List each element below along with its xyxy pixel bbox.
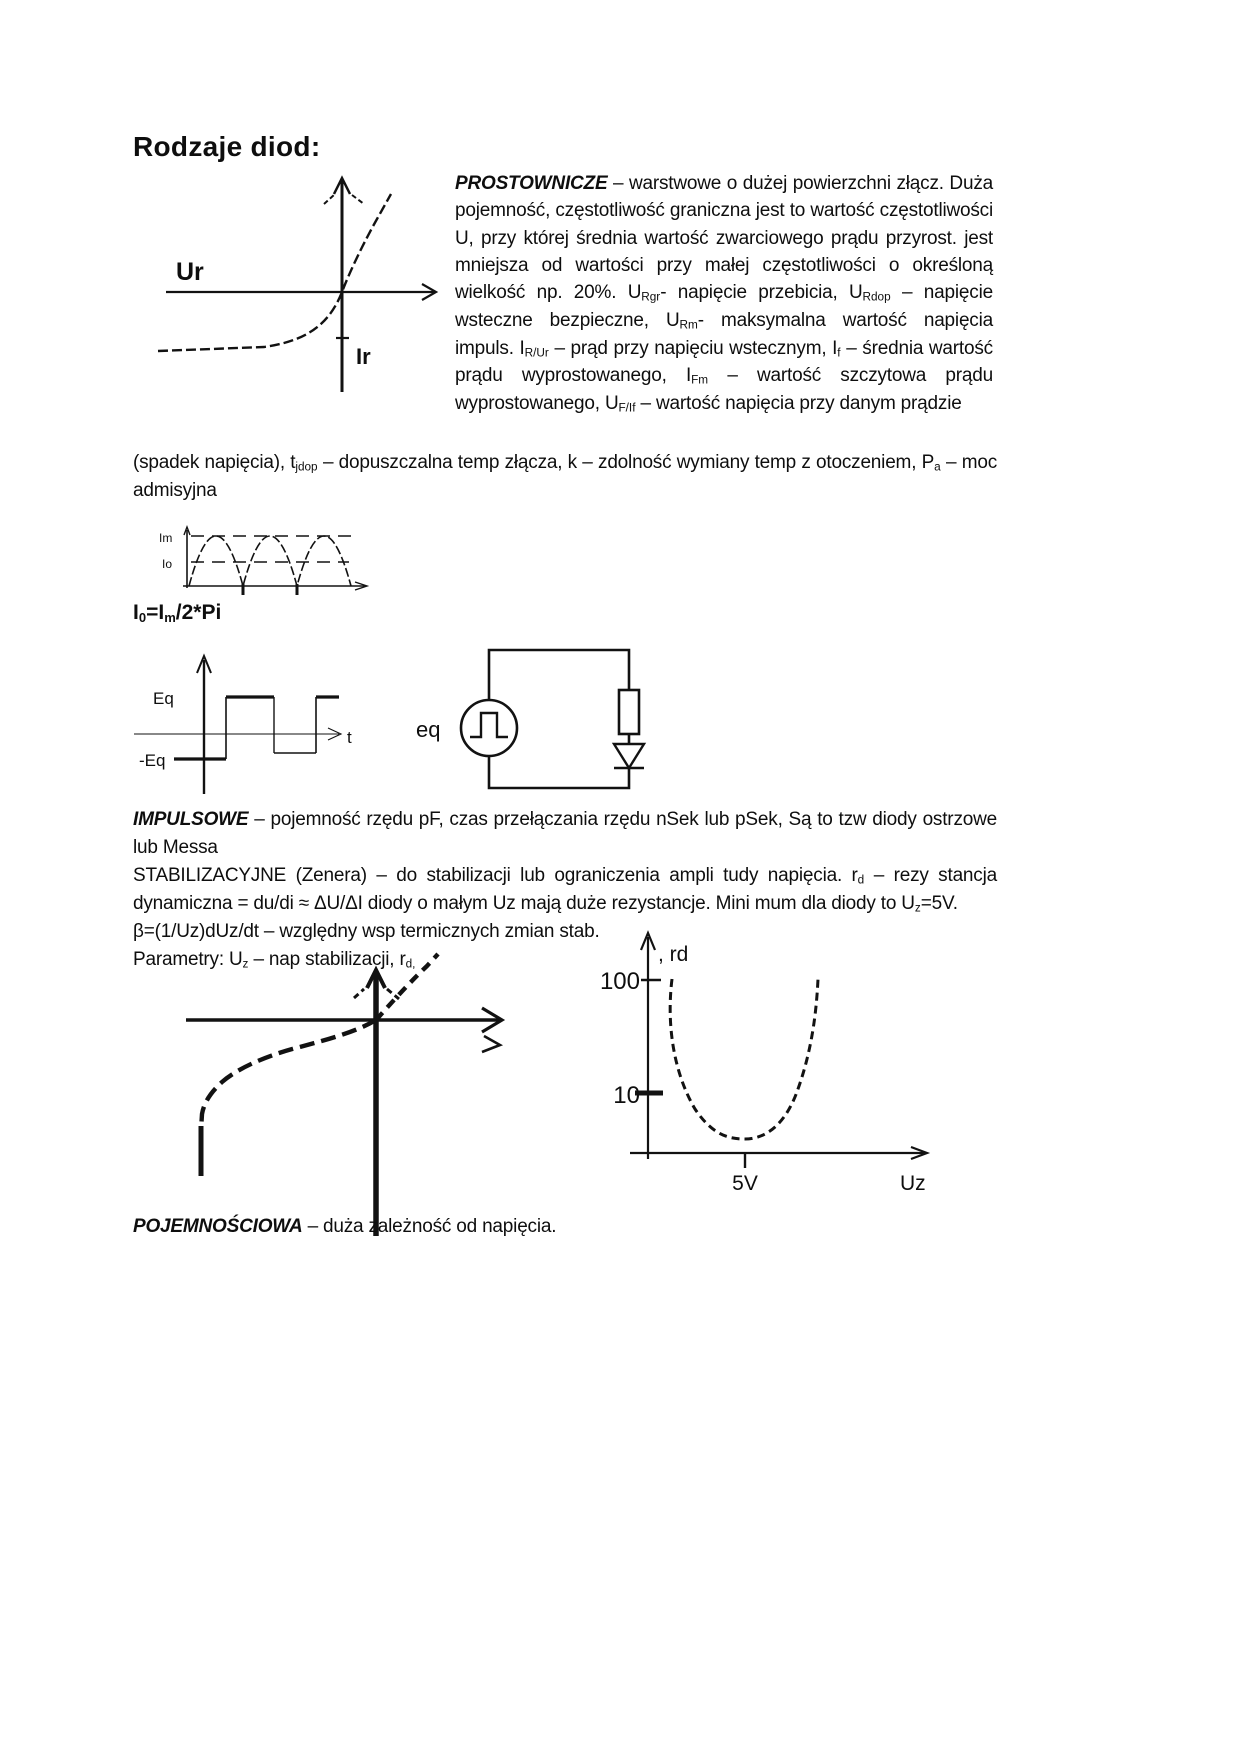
rd-u-curve <box>670 979 818 1139</box>
zener-axes <box>186 970 502 1236</box>
pulse-circuit-figure <box>392 640 657 800</box>
diode-iv-axes <box>166 178 436 392</box>
rd-axis-label: , rd <box>658 943 689 966</box>
circuit-wires <box>489 650 629 788</box>
impulse-paragraph <box>133 806 997 862</box>
rectifier-continuation-text: (spadek napięcia), $t_{jdop}$ – dopuszczalna temp złącza, k – zdolność wymiany temp z otoczeniem, $P_a$ – moc admisyjna <box>133 452 997 501</box>
pulse-glyph <box>470 713 508 737</box>
average-current-label: Io <box>162 557 173 571</box>
square-wave-trace <box>174 697 339 759</box>
page-title: Rodzaje diod: <box>133 131 321 162</box>
reverse-voltage-label: Ur <box>176 258 204 286</box>
impulse-lead: IMPULSOWE <box>133 809 249 830</box>
time-axis-label: t <box>347 728 352 747</box>
negative-level-label: -Eq <box>139 751 166 770</box>
pulse-source-symbol <box>461 700 517 756</box>
rectifier-continuation <box>133 449 997 504</box>
peak-current-label: Im <box>159 531 173 545</box>
diode-symbol <box>614 744 644 768</box>
zener-lead: STABILIZACYJNE (Zenera) <box>133 864 367 886</box>
tick-label-10: 10 <box>613 1082 640 1109</box>
resistor-symbol <box>619 690 639 734</box>
uz-axis-label: Uz <box>900 1172 926 1195</box>
tick-label-5v: 5V <box>732 1172 758 1195</box>
reverse-current-label: Ir <box>356 344 371 369</box>
capacitive-caption <box>133 1216 556 1238</box>
rectified-wave-figure <box>143 522 378 598</box>
half-sine-humps <box>189 536 351 586</box>
diode-iv-characteristic-figure <box>146 168 446 398</box>
zener-body: – do stabilizacji lub ograniczenia ampli tudy napięcia. $r_d$ – rezy stancja dynamiczna = du/di ≈ ΔU/ΔI diody o małym Uz mają duże rezystancje. Mini mum dla diody to $U_z=5V$. <box>133 864 997 915</box>
rectifier-body: – warstwowe o dużej powierzchni złącz. Duża pojemność, częstotliwość graniczna jest to wartość częstotliwości U, przy której średnia wartość zwarciowego prądu przyrost. jest mniejsza od wartości przy małej częstotliwości o określoną wielkość np. 20%. $U_{Rgr}-$ napięcie przebicia, $U_{Rdop}$ – napięcie wsteczne bezpieczne, $U_{Rm}-$ maksymalna wartość napięcia impuls. $I_{R/Ur}$ – prąd przy napięciu wstecznym, $I_f$ – średnia wartość prądu wyprostowanego, $I_{Fm}$ – wartość szczytowa prądu wyprostowanego, $U_{F/If}$ – wartość napięcia przy danym prądzie <box>455 173 993 415</box>
rd-vs-uz-figure <box>585 923 945 1203</box>
average-current-formula: $I_0=I_m/2*Pi$ <box>133 601 222 625</box>
positive-level-label: Eq <box>153 689 174 708</box>
zener-paragraph <box>133 862 997 918</box>
square-wave-figure <box>126 642 371 802</box>
capacitive-lead: POJEMNOŚCIOWA <box>133 1216 303 1237</box>
parameters-line: Parametry: $U_z$ – nap stabilizacji, $r_{d,}$ <box>133 948 416 971</box>
capacitive-text: – duża zależność od napięcia. <box>302 1216 557 1237</box>
zener-reverse-curve <box>201 1020 376 1130</box>
impulse-body: – pojemność rzędu pF, czas przełączania rzędu nSek lub pSek, Są to tzw diody ostrzowe lub Messa <box>133 809 997 858</box>
rectifier-paragraph <box>455 170 993 417</box>
tick-label-100: 100 <box>599 968 640 995</box>
beta-formula-line: β=(1/Uz)dUz/dt – względny wsp termicznych zmian stab. <box>133 920 600 942</box>
zener-characteristic-figure <box>178 948 508 1243</box>
source-label: eq <box>416 717 441 742</box>
square-wave-axes <box>134 656 341 794</box>
rectifier-lead: PROSTOWNICZE <box>455 173 608 194</box>
